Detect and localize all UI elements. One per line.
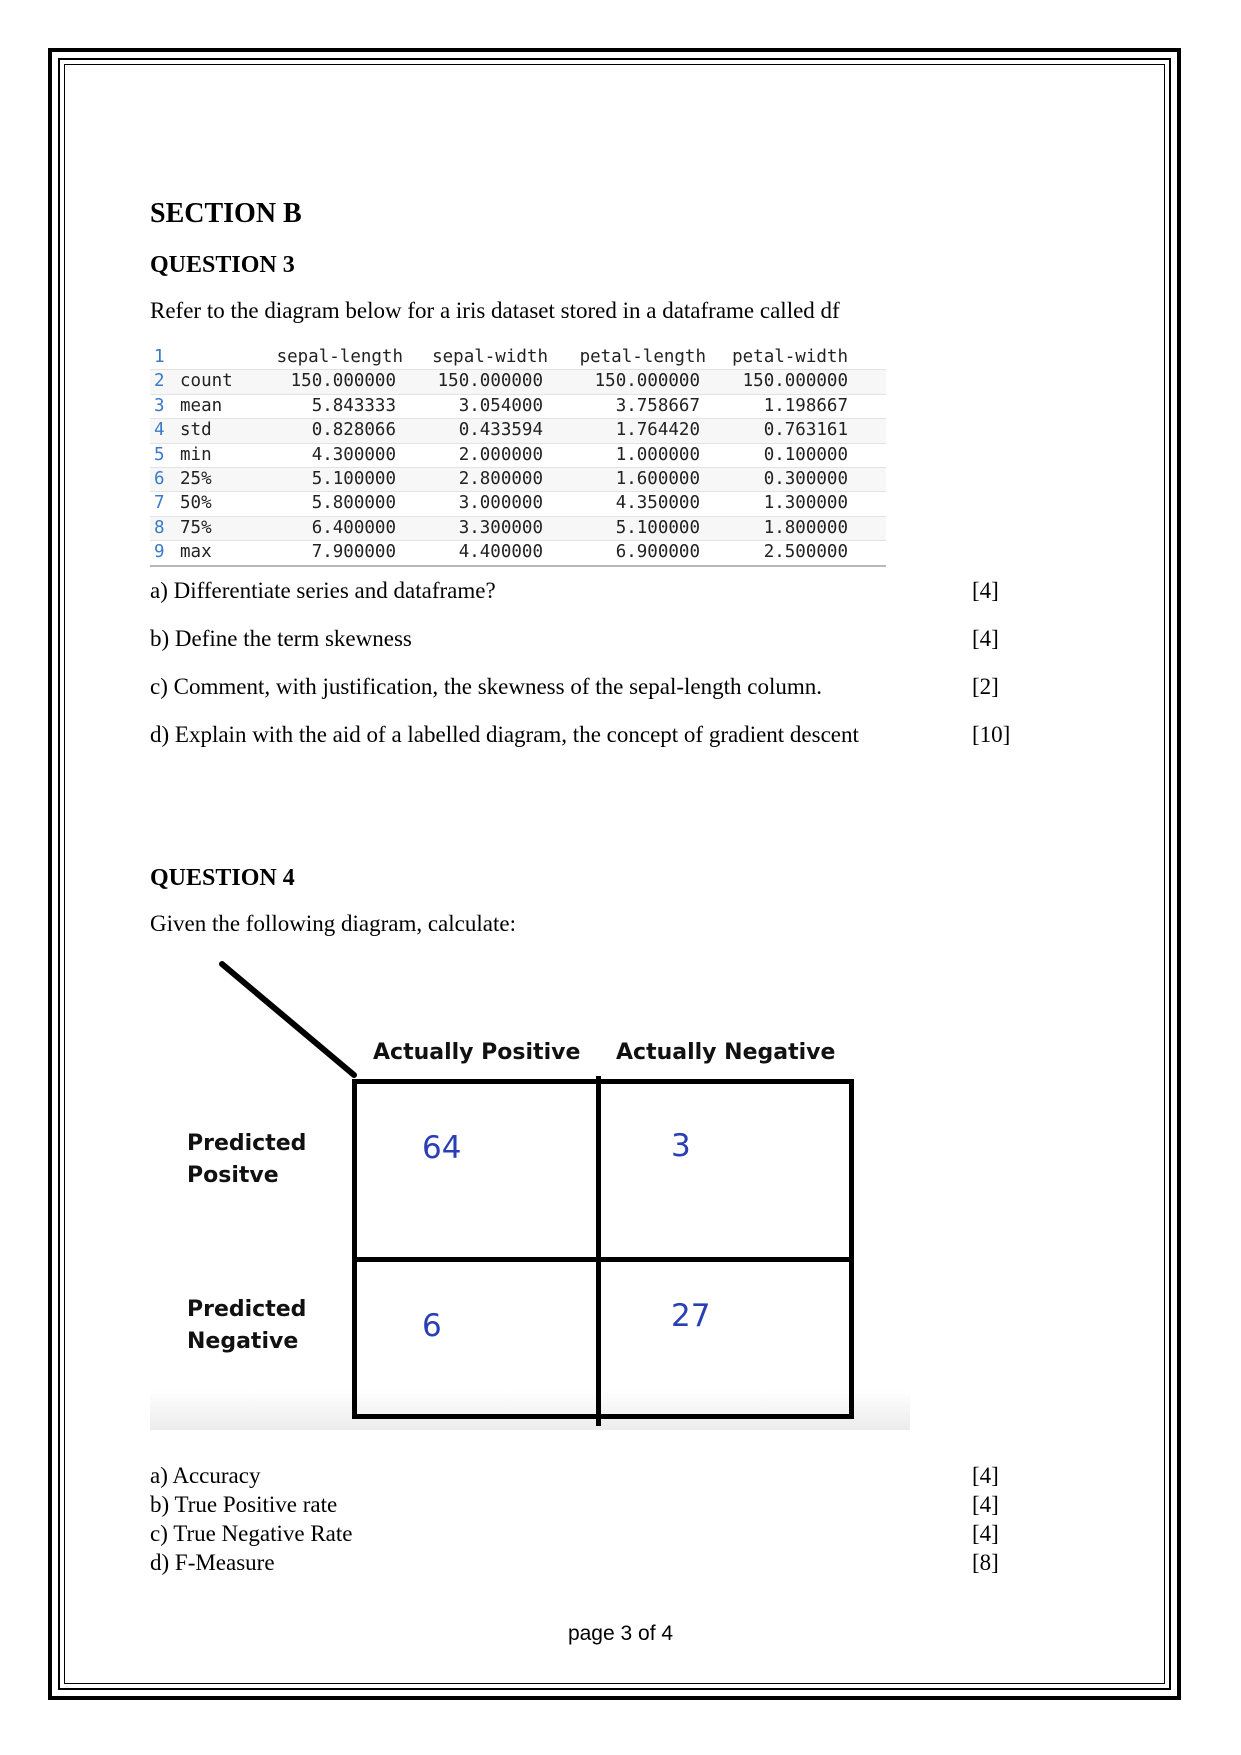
row-label: 50% — [180, 493, 212, 514]
row-header-predicted-negative — [187, 1294, 306, 1358]
page-footer: page 3 of 4 — [567, 1622, 674, 1645]
table-row — [150, 370, 886, 394]
table-cell: 150.000000 — [437, 371, 543, 392]
table-row — [150, 444, 886, 468]
table-cell: 150.000000 — [742, 371, 848, 392]
table-cell: 6.400000 — [311, 517, 396, 538]
table-cell: 3.758667 — [615, 395, 700, 416]
cell-false-positive: 3 — [671, 1128, 691, 1164]
table-cell: 0.433594 — [458, 420, 543, 441]
column-header-actually-positive: Actually Positive — [373, 1040, 581, 1065]
table-cell: 5.800000 — [311, 493, 396, 514]
question-4c: c) True Negative Rate — [150, 1521, 353, 1546]
row-header-predicted-positive — [187, 1128, 306, 1192]
line-number: 8 — [154, 517, 165, 538]
question-4a: a) Accuracy — [150, 1463, 261, 1488]
table-cell: 0.828066 — [311, 420, 396, 441]
question-3b-marks: [4] — [972, 626, 999, 651]
table-cell: 150.000000 — [594, 371, 700, 392]
row-label: mean — [180, 395, 223, 416]
question-4-intro: Given the following diagram, calculate: — [150, 911, 516, 936]
question-3-intro: Refer to the diagram below for a iris dataset stored in a dataframe called df — [150, 298, 840, 323]
table-cell: 1.000000 — [615, 444, 700, 465]
question-3d: d) Explain with the aid of a labelled diagram, the concept of gradient descent — [150, 722, 859, 747]
row-header-line: Predicted — [187, 1297, 307, 1322]
line-number: 1 — [154, 347, 165, 367]
row-label: min — [180, 444, 212, 465]
confusion-matrix-figure — [150, 960, 910, 1430]
row-header-line: Predicted — [187, 1131, 307, 1156]
table-cell: 4.400000 — [458, 542, 543, 563]
table-cell: 7.900000 — [311, 542, 396, 563]
cell-true-positive: 64 — [422, 1130, 462, 1166]
question-4d-marks: [8] — [972, 1550, 999, 1575]
table-cell: 5.100000 — [615, 517, 700, 538]
question-3b: b) Define the term skewness — [150, 626, 412, 651]
cell-true-negative: 27 — [671, 1298, 711, 1334]
table-row — [150, 492, 886, 516]
row-label: count — [180, 371, 233, 392]
row-label: 75% — [180, 517, 212, 538]
row-label: std — [180, 420, 212, 441]
table-cell: 3.000000 — [458, 493, 543, 514]
column-header-actually-negative: Actually Negative — [616, 1040, 836, 1065]
table-cell: 5.843333 — [311, 395, 396, 416]
question-4d: d) F-Measure — [150, 1550, 275, 1575]
column-header: sepal-length — [276, 347, 403, 367]
table-cell: 0.763161 — [763, 420, 848, 441]
table-row — [150, 419, 886, 443]
table-cell: 1.800000 — [763, 517, 848, 538]
line-number: 7 — [154, 493, 165, 514]
question-4b-marks: [4] — [972, 1492, 999, 1517]
matrix-vertical-divider — [596, 1076, 601, 1426]
line-number: 4 — [154, 420, 165, 441]
table-cell: 1.764420 — [615, 420, 700, 441]
question-4a-marks: [4] — [972, 1463, 999, 1488]
table-cell: 3.054000 — [458, 395, 543, 416]
question-3c-marks: [2] — [972, 674, 999, 699]
table-cell: 6.900000 — [615, 542, 700, 563]
diagonal-corner-line — [150, 960, 380, 1090]
question-3a-marks: [4] — [972, 578, 999, 603]
question-3c: c) Comment, with justification, the skewness of the sepal-length column. — [150, 674, 822, 699]
line-number: 2 — [154, 371, 165, 392]
question-3d-marks: [10] — [972, 722, 1011, 747]
question-4c-marks: [4] — [972, 1521, 999, 1546]
column-header: petal-width — [732, 347, 848, 367]
line-number: 9 — [154, 542, 165, 563]
table-cell: 4.300000 — [311, 444, 396, 465]
table-cell: 5.100000 — [311, 468, 396, 489]
table-row — [150, 468, 886, 492]
cell-false-negative: 6 — [422, 1308, 442, 1344]
table-cell: 1.300000 — [763, 493, 848, 514]
table-cell: 1.198667 — [763, 395, 848, 416]
table-header-row — [150, 346, 886, 370]
question-3a: a) Differentiate series and dataframe? — [150, 578, 496, 603]
table-cell: 0.100000 — [763, 444, 848, 465]
table-row — [150, 517, 886, 541]
line-number: 3 — [154, 395, 165, 416]
row-header-line: Negative — [187, 1329, 299, 1354]
section-title: SECTION B — [150, 198, 302, 229]
line-number: 5 — [154, 444, 165, 465]
row-label: max — [180, 542, 212, 563]
describe-table — [150, 346, 886, 567]
question-4b: b) True Positive rate — [150, 1492, 338, 1517]
column-header: sepal-width — [432, 347, 548, 367]
table-row — [150, 541, 886, 566]
table-cell: 2.800000 — [458, 468, 543, 489]
column-header: petal-length — [579, 347, 706, 367]
question-4-title: QUESTION 4 — [150, 865, 295, 891]
line-number: 6 — [154, 468, 165, 489]
table-cell: 1.600000 — [615, 468, 700, 489]
matrix-horizontal-divider — [352, 1257, 854, 1262]
table-cell: 4.350000 — [615, 493, 700, 514]
row-header-line: Positve — [187, 1163, 279, 1188]
row-label: 25% — [180, 468, 212, 489]
table-cell: 2.000000 — [458, 444, 543, 465]
table-cell: 3.300000 — [458, 517, 543, 538]
table-cell: 2.500000 — [763, 542, 848, 563]
table-cell: 0.300000 — [763, 468, 848, 489]
table-cell: 150.000000 — [290, 371, 396, 392]
question-3-title: QUESTION 3 — [150, 252, 295, 278]
table-row — [150, 395, 886, 419]
